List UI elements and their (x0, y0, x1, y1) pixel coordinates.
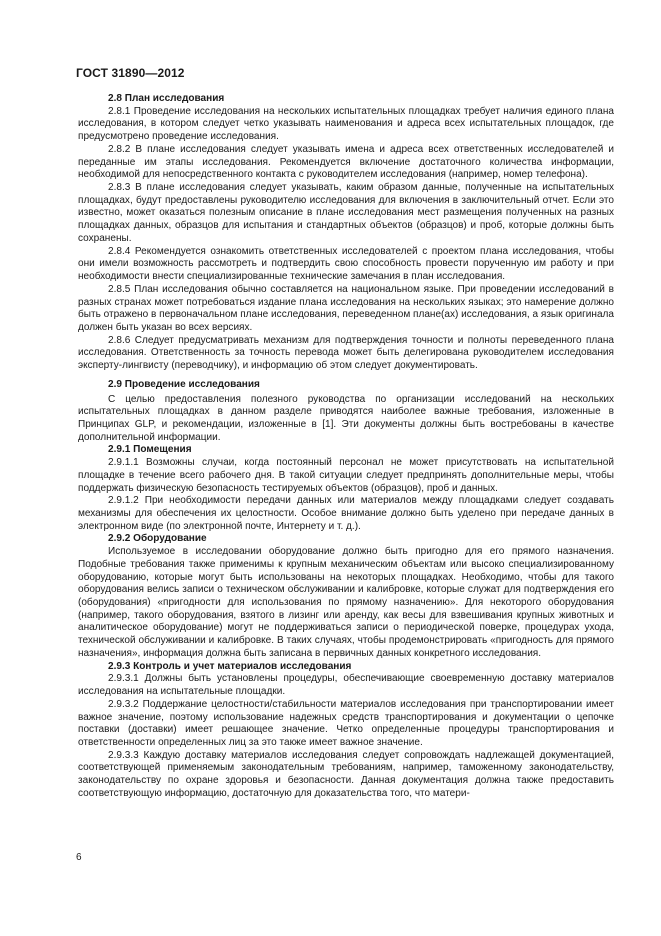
paragraph: 2.8.1 Проведение исследования на нескольких испытательных площадках требует наличия единого плана исследования, в котором следует четко указывать наименования и адреса всех испытательных площадок, где предусмотрено проведение исследования. (78, 105, 614, 143)
paragraph: Используемое в исследовании оборудование должно быть пригодно для его прямого назначения. Подобные требования также применимы к крупным механическим объектам или высоко специализированному оборудованию, которые могут быть использованы на некоторых площадках. Необходимо, чтобы для такого оборудования велись записи о техническом обслуживании и калибровке, которые служат для подтверждения его (оборудования) «пригодности для использования по прямому назначению». Для некоторого оборудования (например, такого оборудования, взятого в лизинг или аренду, как весы для взвешивания крупных животных и аналитическое оборудование) могут не поддерживаться записи о периодической поверке, процедурах ухода, технической обслуживании и калибровке. В таких случаях, чтобы продемонстрировать «пригодность для прямого назначения», информация должна быть записана в первичных данных конкретного исследования. (78, 546, 614, 659)
paragraph: 2.9.1.1 Возможны случаи, когда постоянный персонал не может присутствовать на испытательной площадке в течение всего рабочего дня. В такой ситуации следует предпринять дополнительные меры, чтобы поддержать физическую безопасность тестируемых объектов (образцов), проб и данных. (78, 457, 614, 494)
section-heading: 2.8 План исследования (108, 93, 225, 104)
paragraph: 2.9.3.1 Должны быть установлены процедуры, обеспечивающие своевременную доставку материалов исследования на испытательные площадки. (78, 673, 614, 698)
subsection-heading: 2.9.3 Контроль и учет материалов исследования (108, 660, 352, 672)
paragraph: 2.9.3.2 Поддержание целостности/стабильности материалов исследования при транспортировании имеет важное значение, поэтому использование надежных средств транспортирования и документации о цепочке поставки (доставки) имеет решающее значение. Четко определенные процедуры транспортирования и ответственности определенных лиц за это также имеет важное значение. (78, 698, 614, 748)
paragraph: 2.9.1.2 При необходимости передачи данных или материалов между площадками следует создавать механизмы для обеспечения их целостности. Особое внимание должно быть уделено при передаче данных в электронном виде (по электронной почте, Интернету и т. д.). (78, 495, 614, 532)
paragraph: 2.8.5 План исследования обычно составляется на национальном языке. При проведении исследований в разных странах может потребоваться издание плана исследования на нескольких языках; это намерение должно быть отражено в первоначальном плане исследования, переведенном плане(ах) исследования, а язык оригинала должен быть указан во всех версиях. (78, 283, 614, 333)
paragraph: 2.9.3.3 Каждую доставку материалов исследования следует сопровождать надлежащей документацией, соответствующей применяемым законодательным требованиям, например, таможенному законодательству, законодательству по охране здоровья и безопасности. Данная документация должна также предоставить соответствующую информацию, достаточную для доказательства того, что матери- (78, 749, 614, 799)
page-number: 6 (76, 852, 82, 863)
paragraph: 2.8.6 Следует предусматривать механизм для подтверждения точности и полноты переведенного плана исследования. Ответственность за точность перевода может быть делегирована руководителем исследования эксперту-лингвисту (переводчику), и информацию об этом следует документировать. (78, 334, 614, 372)
paragraph: С целью предоставления полезного руководства по организации исследований на нескольких испытательных площадках в данном разделе приводятся наиболее важные требования, изложенные в Принципах GLP, и рекомендации, изложенные в [1]. Эти документы должны быть востребованы в качестве дополнительной информации. (78, 393, 614, 443)
page-content (78, 93, 614, 801)
paragraph: 2.8.3 В плане исследования следует указывать, каким образом данные, полученные на испытательных площадках, будут предоставлены руководителю исследования для включения в заключительный отчет. Если это известно, может оказаться полезным описание в плане исследования мест размещения полученных на разных площадках данных, образцов для испытания и стандартных объектов (образцов) и проб, которые должны быть сохранены. (78, 182, 614, 244)
subsection-heading: 2.9.2 Оборудование (108, 533, 207, 545)
section-heading: 2.9 Проведение исследования (108, 378, 260, 390)
document-code: ГОСТ 31890—2012 (76, 66, 185, 80)
subsection-heading: 2.9.1 Помещения (108, 444, 192, 456)
paragraph: 2.8.4 Рекомендуется ознакомить ответственных исследователей с проектом плана исследования, чтобы они имели возможность рассмотреть и подтвердить свою способность провести порученную им работу и при необходимости внести специализированные технические замечания в план исследования. (78, 245, 614, 283)
paragraph: 2.8.2 В плане исследования следует указывать имена и адреса всех ответственных исследователей и переданные им этапы исследования. Рекомендуется включение достаточного количества информации, необходимой для непосредственного контакта с руководителем исследования (например, номер телефона). (78, 143, 614, 181)
